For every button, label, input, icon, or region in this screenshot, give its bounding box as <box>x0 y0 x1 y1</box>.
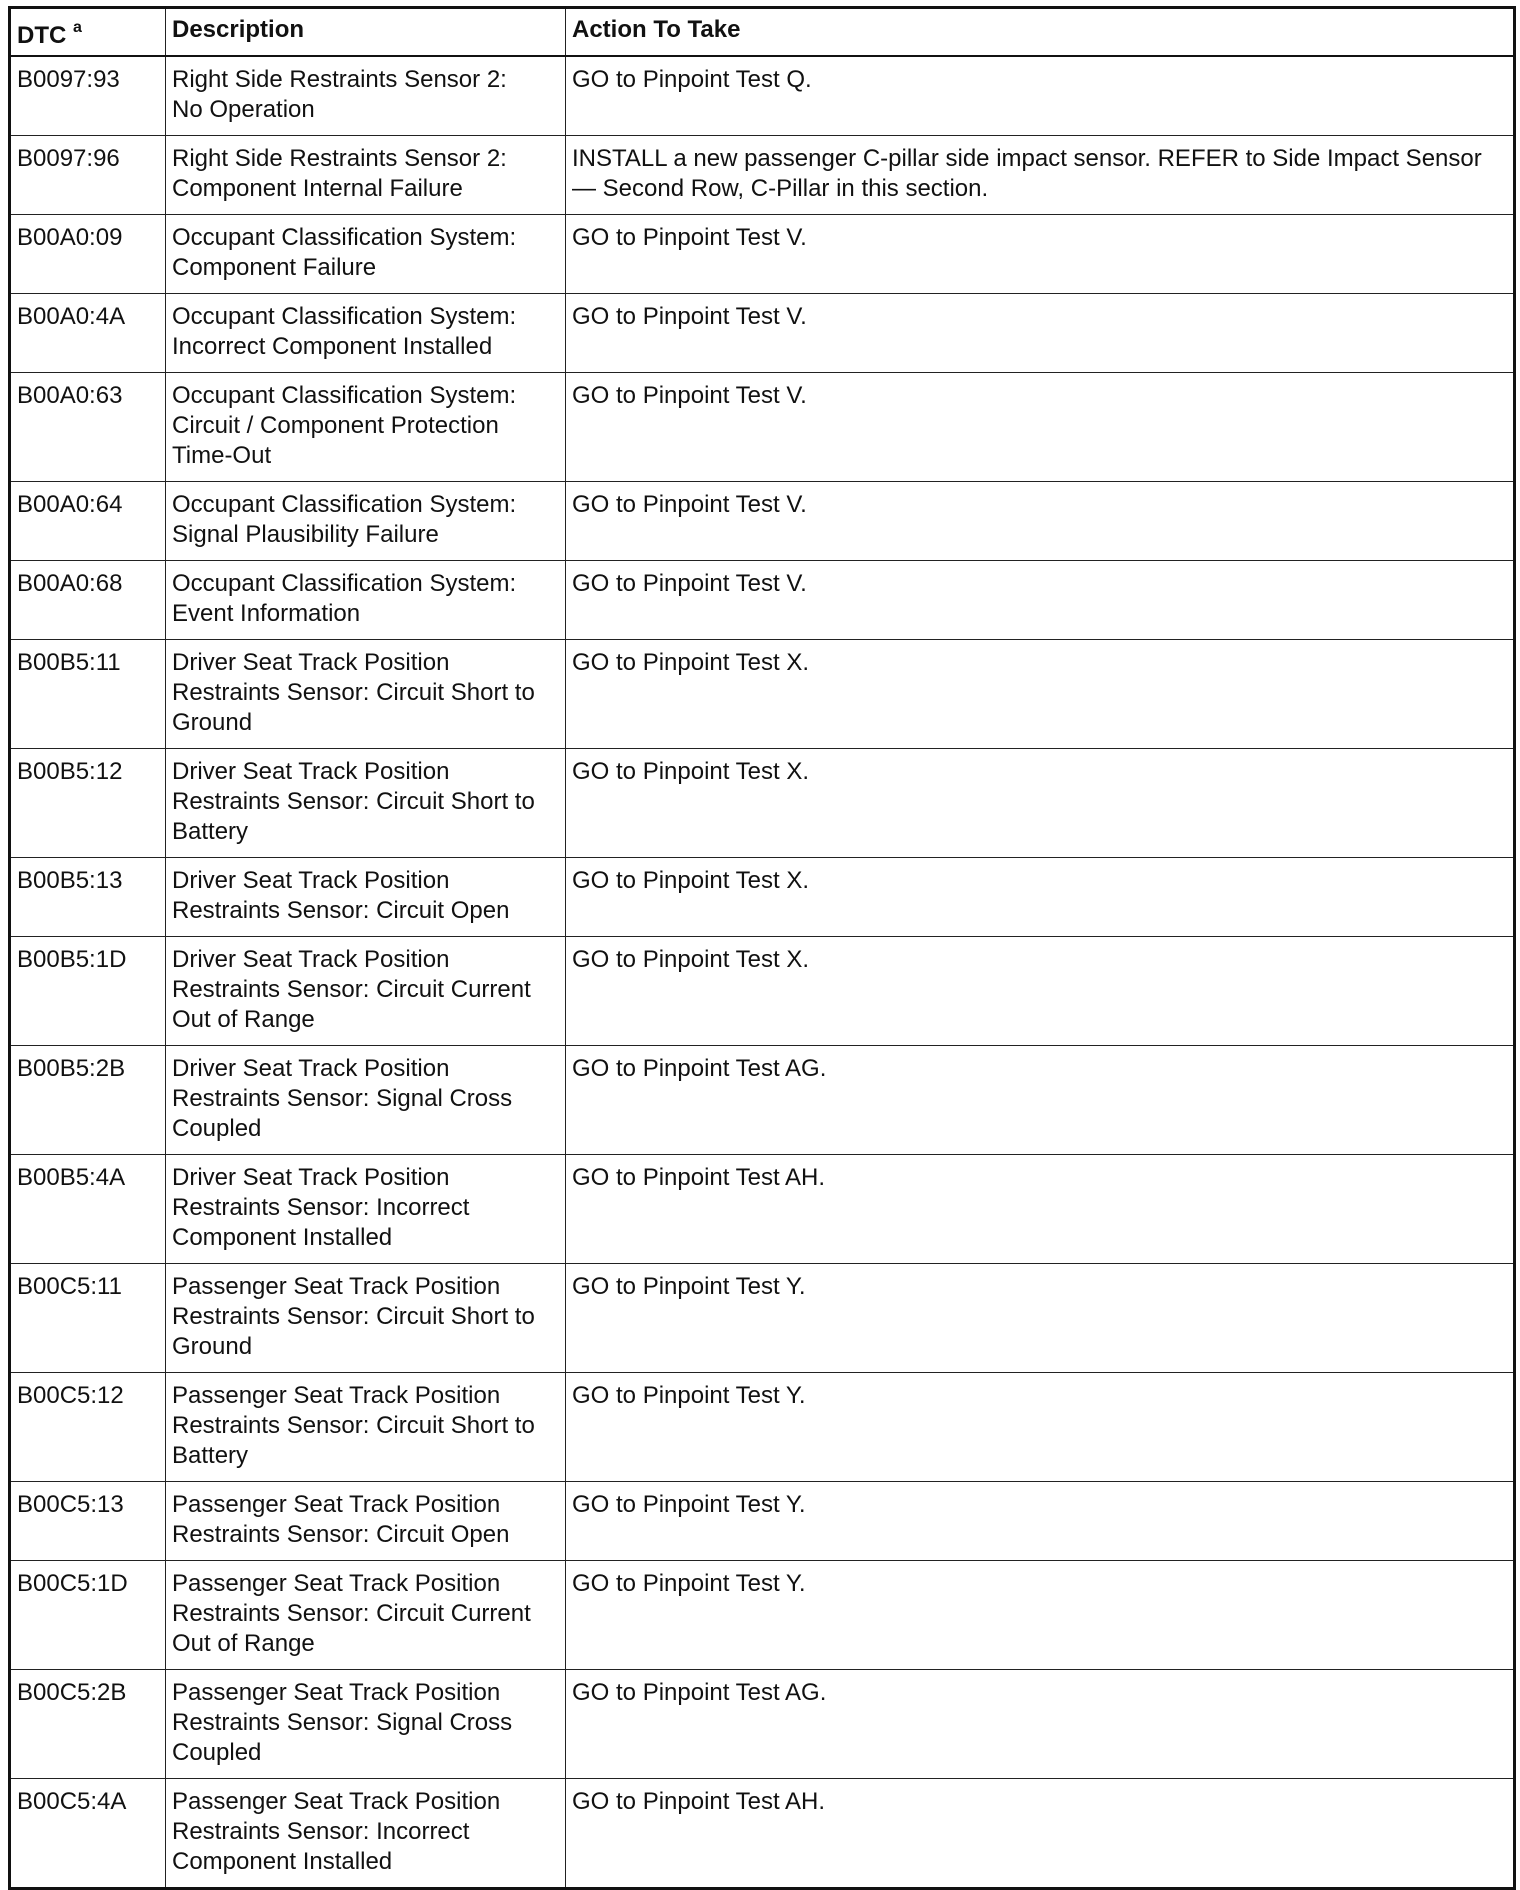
table-row <box>10 136 1515 215</box>
action-cell: GO to Pinpoint Test V. <box>566 482 1515 561</box>
description-cell: Passenger Seat Track Position Restraints Sensor: Signal Cross Coupled <box>166 1670 566 1779</box>
dtc-cell: B00C5:11 <box>10 1264 166 1373</box>
dtc-cell: B00B5:11 <box>10 640 166 749</box>
action-cell: GO to Pinpoint Test X. <box>566 749 1515 858</box>
action-cell: INSTALL a new passenger C-pillar side impact sensor. REFER to Side Impact Sensor — Second Row, C-Pillar in this section. <box>566 136 1515 215</box>
action-cell: GO to Pinpoint Test AH. <box>566 1155 1515 1264</box>
table-row <box>10 1046 1515 1155</box>
dtc-cell: B00B5:1D <box>10 937 166 1046</box>
action-cell: GO to Pinpoint Test Y. <box>566 1482 1515 1561</box>
dtc-cell: B0097:96 <box>10 136 166 215</box>
table-row <box>10 561 1515 640</box>
dtc-cell: B00C5:2B <box>10 1670 166 1779</box>
header-action: Action To Take <box>566 8 1515 57</box>
action-cell: GO to Pinpoint Test V. <box>566 294 1515 373</box>
dtc-cell: B00A0:68 <box>10 561 166 640</box>
description-cell: Passenger Seat Track Position Restraints Sensor: Circuit Current Out of Range <box>166 1561 566 1670</box>
header-dtc <box>10 8 166 57</box>
table-row <box>10 1482 1515 1561</box>
action-cell: GO to Pinpoint Test X. <box>566 858 1515 937</box>
table-row <box>10 1670 1515 1779</box>
action-cell: GO to Pinpoint Test X. <box>566 640 1515 749</box>
header-description: Description <box>166 8 566 57</box>
table-row <box>10 1373 1515 1482</box>
dtc-cell: B00A0:64 <box>10 482 166 561</box>
table-row <box>10 858 1515 937</box>
dtc-cell: B00C5:13 <box>10 1482 166 1561</box>
dtc-table-container <box>8 6 1513 1890</box>
action-cell: GO to Pinpoint Test AG. <box>566 1046 1515 1155</box>
description-cell: Passenger Seat Track Position Restraints Sensor: Circuit Open <box>166 1482 566 1561</box>
action-cell: GO to Pinpoint Test V. <box>566 373 1515 482</box>
action-cell: GO to Pinpoint Test V. <box>566 561 1515 640</box>
description-cell: Passenger Seat Track Position Restraints Sensor: Incorrect Component Installed <box>166 1779 566 1889</box>
table-row <box>10 215 1515 294</box>
description-cell: Right Side Restraints Sensor 2: Component Internal Failure <box>166 136 566 215</box>
table-row <box>10 640 1515 749</box>
dtc-cell: B00A0:4A <box>10 294 166 373</box>
table-row <box>10 373 1515 482</box>
description-cell: Driver Seat Track Position Restraints Sensor: Circuit Short to Battery <box>166 749 566 858</box>
description-cell: Driver Seat Track Position Restraints Sensor: Circuit Open <box>166 858 566 937</box>
header-dtc-label: DTC <box>17 22 67 49</box>
table-row <box>10 482 1515 561</box>
table-row <box>10 1779 1515 1889</box>
description-cell: Driver Seat Track Position Restraints Sensor: Circuit Short to Ground <box>166 640 566 749</box>
dtc-cell: B00B5:12 <box>10 749 166 858</box>
description-cell: Occupant Classification System: Event Information <box>166 561 566 640</box>
description-cell: Occupant Classification System: Signal Plausibility Failure <box>166 482 566 561</box>
dtc-cell: B00C5:12 <box>10 1373 166 1482</box>
table-row <box>10 937 1515 1046</box>
table-row <box>10 1561 1515 1670</box>
action-cell: GO to Pinpoint Test Q. <box>566 56 1515 136</box>
header-dtc-footnote: a <box>73 19 82 36</box>
description-cell: Right Side Restraints Sensor 2: No Operation <box>166 56 566 136</box>
description-cell: Passenger Seat Track Position Restraints Sensor: Circuit Short to Battery <box>166 1373 566 1482</box>
dtc-cell: B00B5:2B <box>10 1046 166 1155</box>
dtc-cell: B00A0:63 <box>10 373 166 482</box>
action-cell: GO to Pinpoint Test AH. <box>566 1779 1515 1889</box>
table-row <box>10 1155 1515 1264</box>
description-cell: Driver Seat Track Position Restraints Sensor: Signal Cross Coupled <box>166 1046 566 1155</box>
table-header-row <box>10 8 1515 57</box>
action-cell: GO to Pinpoint Test Y. <box>566 1561 1515 1670</box>
description-cell: Driver Seat Track Position Restraints Sensor: Incorrect Component Installed <box>166 1155 566 1264</box>
dtc-cell: B00B5:13 <box>10 858 166 937</box>
description-cell: Occupant Classification System: Circuit / Component Protection Time-Out <box>166 373 566 482</box>
table-row <box>10 56 1515 136</box>
description-cell: Passenger Seat Track Position Restraints Sensor: Circuit Short to Ground <box>166 1264 566 1373</box>
table-row <box>10 749 1515 858</box>
description-cell: Occupant Classification System: Component Failure <box>166 215 566 294</box>
table-row <box>10 294 1515 373</box>
action-cell: GO to Pinpoint Test Y. <box>566 1373 1515 1482</box>
dtc-cell: B00A0:09 <box>10 215 166 294</box>
dtc-table <box>8 6 1516 1890</box>
action-cell: GO to Pinpoint Test V. <box>566 215 1515 294</box>
table-row <box>10 1264 1515 1373</box>
description-cell: Driver Seat Track Position Restraints Sensor: Circuit Current Out of Range <box>166 937 566 1046</box>
action-cell: GO to Pinpoint Test X. <box>566 937 1515 1046</box>
action-cell: GO to Pinpoint Test AG. <box>566 1670 1515 1779</box>
dtc-cell: B00C5:1D <box>10 1561 166 1670</box>
dtc-cell: B00B5:4A <box>10 1155 166 1264</box>
dtc-cell: B00C5:4A <box>10 1779 166 1889</box>
action-cell: GO to Pinpoint Test Y. <box>566 1264 1515 1373</box>
dtc-cell: B0097:93 <box>10 56 166 136</box>
description-cell: Occupant Classification System: Incorrect Component Installed <box>166 294 566 373</box>
